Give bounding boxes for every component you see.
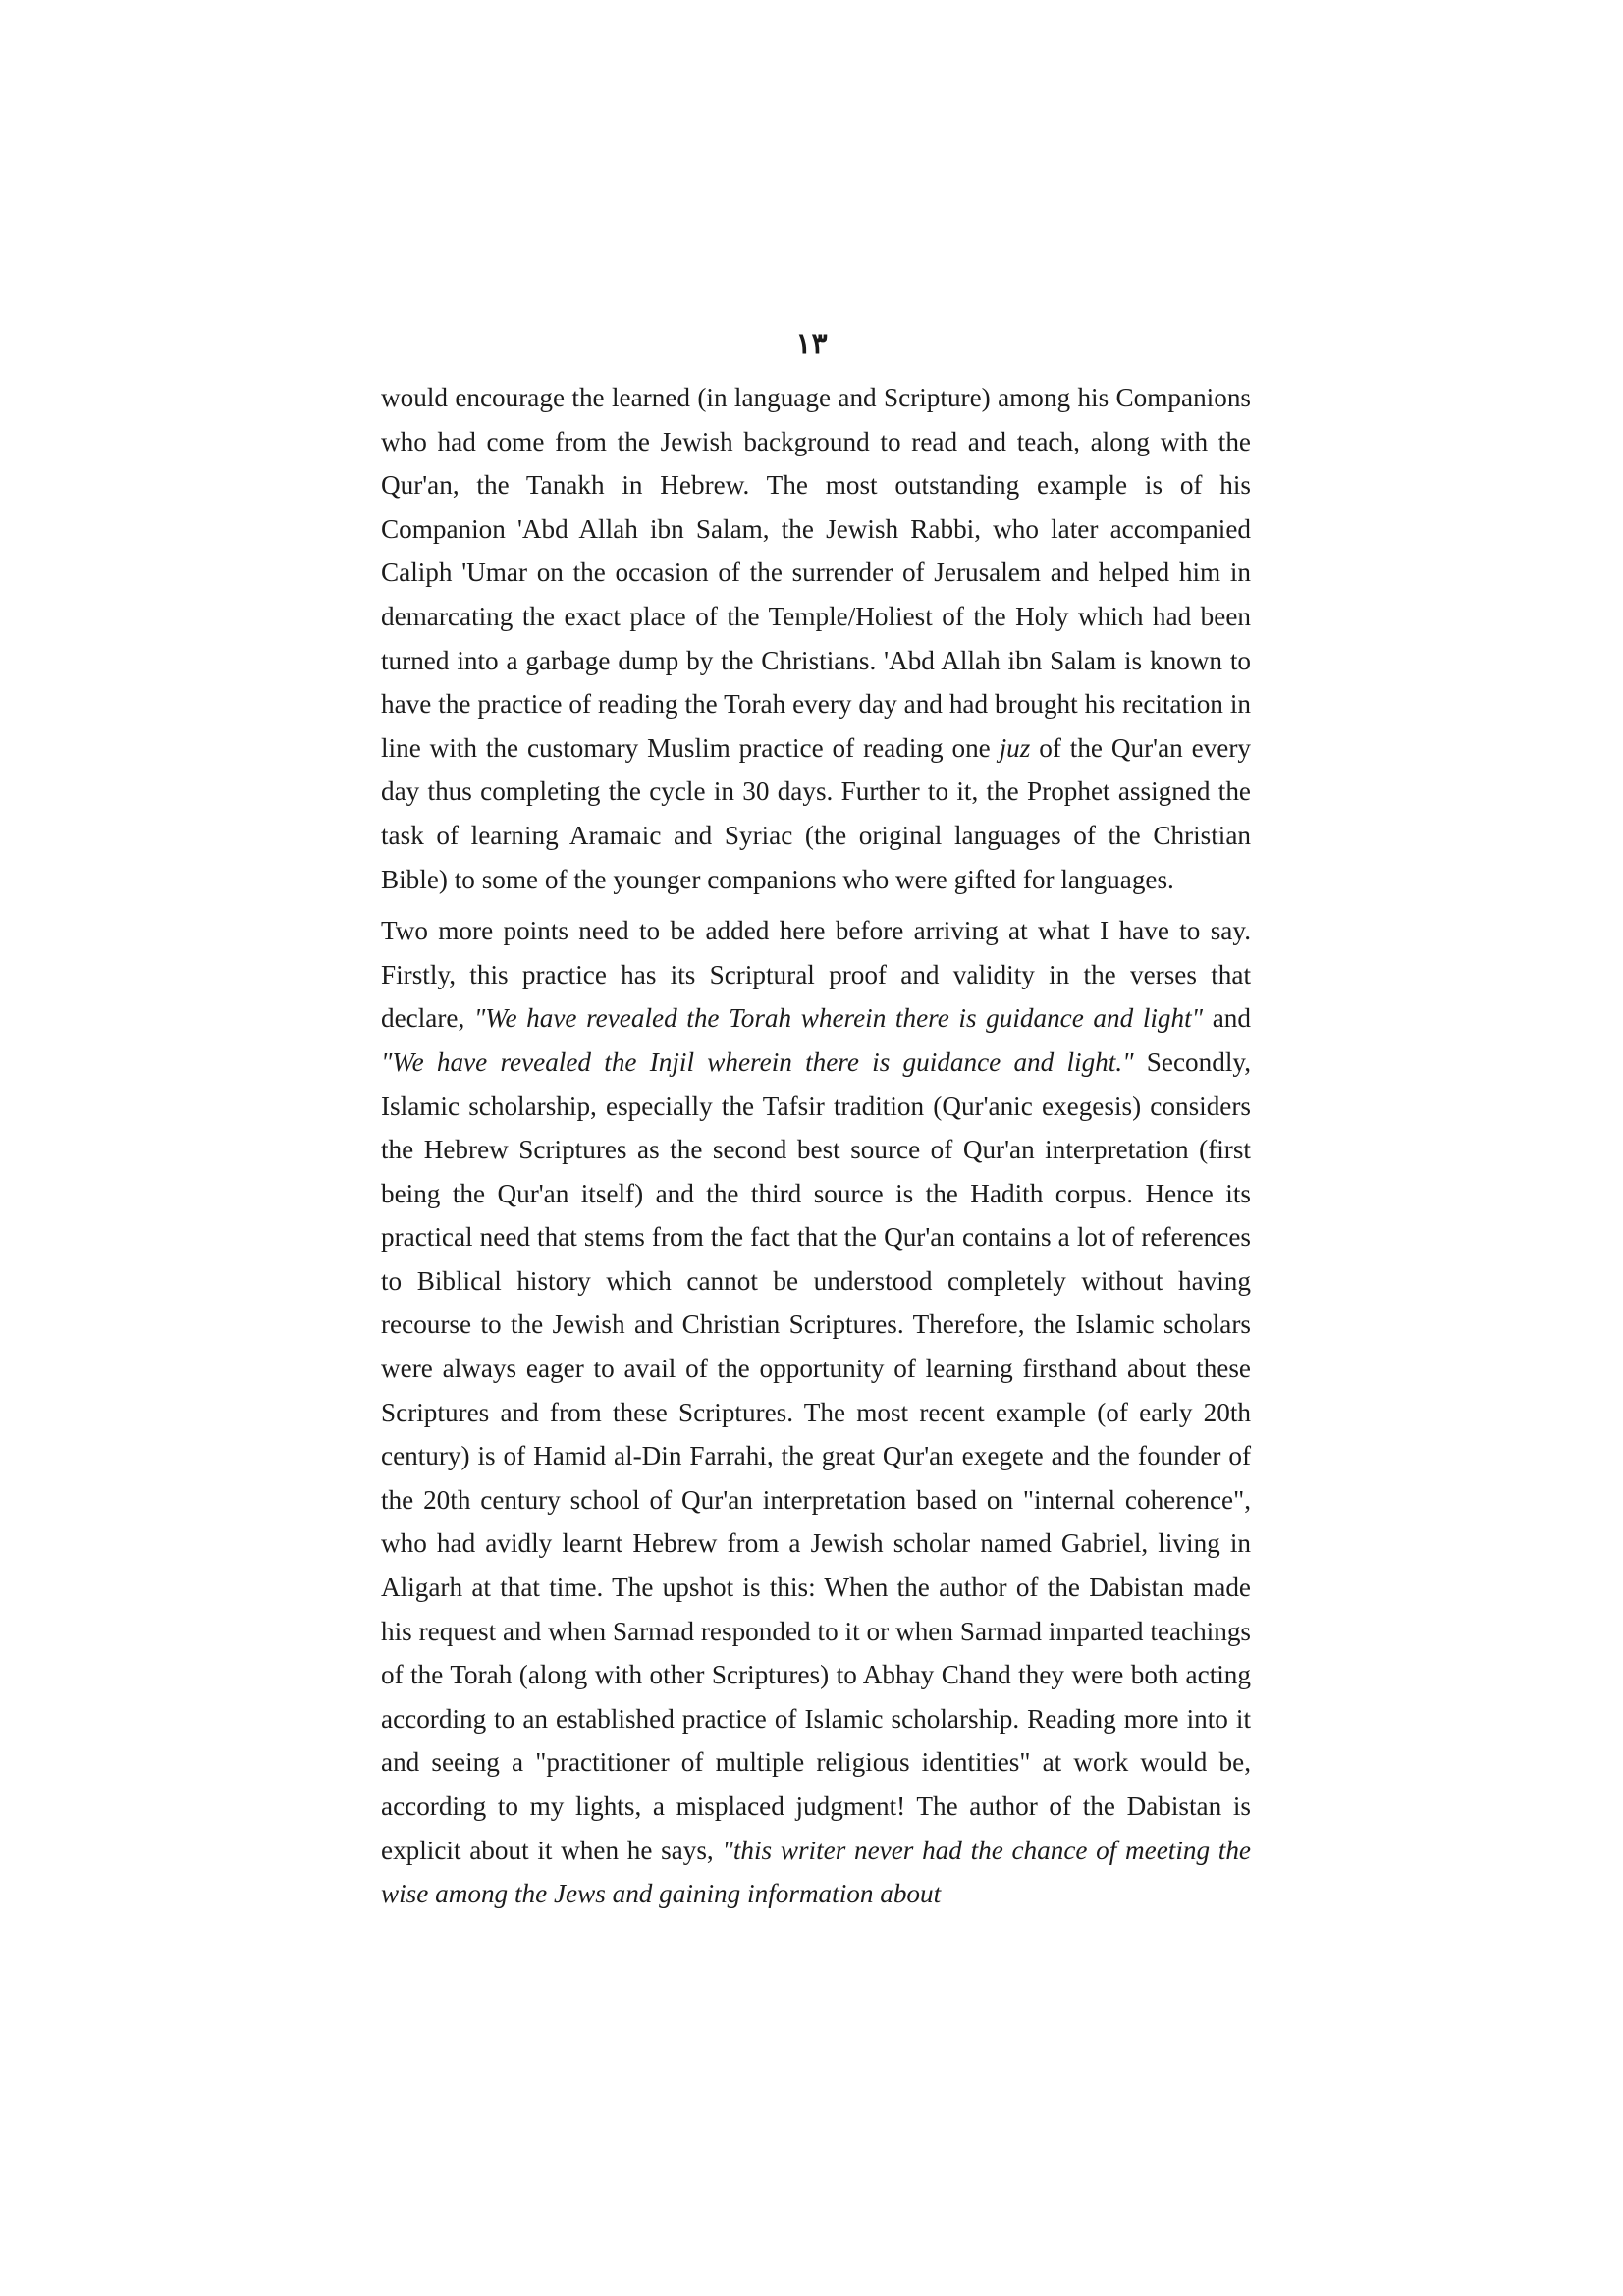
italic-quote: "this writer never had the chance of meeting the wise among the Jews and gaining information about — [381, 1835, 1251, 1909]
paragraph-1 — [381, 376, 1251, 901]
text-segment: of the Qur'an every day thus completing the cycle in 30 days. Further to it, the Prophet assigned the task of learning Aramaic and Syriac (the original languages of the Christian Bible) to some of the younger companions who were gifted for languages. — [381, 732, 1251, 894]
text-segment: Two more points need to be added here before arriving at what I have to say. Firstly, this practice has its Scriptural proof and validity in the verses that declare, — [381, 916, 1251, 1034]
text-segment: and — [1203, 1003, 1251, 1034]
italic-term: juz — [999, 732, 1031, 763]
italic-quote: "We have revealed the Torah wherein there is guidance and light" — [473, 1003, 1204, 1034]
paragraph-2 — [381, 909, 1251, 1916]
text-segment: Secondly, Islamic scholarship, especially the Tafsir tradition (Qur'anic exegesis) considers the Hebrew Scriptures as the second best source of Qur'an interpretation (first being the Qur'an itself) and the third source is the Hadith corpus. Hence its practical need that stems from the fact that the Qur'an contains a lot of references to Biblical history which cannot be understood completely without having recourse to the Jewish and Christian Scriptures. Therefore, the Islamic scholars were always eager to avail of the opportunity of learning firsthand about these Scriptures and from these Scriptures. The most recent example (of early 20th century) is of Hamid al-Din Farrahi, the great Qur'an exegete and the founder of the 20th century school of Qur'an interpretation based on "internal coherence", who had avidly learnt Hebrew from a Jewish scholar named Gabriel, living in Aligarh at that time. The upshot is this: When the author of the Dabistan made his request and when Sarmad responded to it or when Sarmad imparted teachings of the Torah (along with other Scriptures) to Abhay Chand they were both acting according to an established practice of Islamic scholarship. Reading more into it and seeing a "practitioner of multiple religious identities" at work would be, according to my lights, a misplaced judgment! The author of the Dabistan is explicit about it when he says, — [381, 1046, 1252, 1865]
italic-quote: "We have revealed the Injil wherein there is guidance and light." — [381, 1046, 1134, 1077]
body-text — [381, 376, 1251, 1916]
text-segment: would encourage the learned (in language and Scripture) among his Companions who had come from the Jewish background to read and teach, along with the Qur'an, the Tanakh in Hebrew. The most outstanding example is of his Companion 'Abd Allah ibn Salam, the Jewish Rabbi, who later accompanied Caliph 'Umar on the occasion of the surrender of Jerusalem and helped him in demarcating the exact place of the Temple/Holiest of the Holy which had been turned into a garbage dump by the Christians. 'Abd Allah ibn Salam is known to have the practice of reading the Torah every day and had brought his recitation in line with the customary Muslim practice of reading one — [381, 383, 1251, 763]
page-number: ۱۳ — [795, 327, 828, 361]
